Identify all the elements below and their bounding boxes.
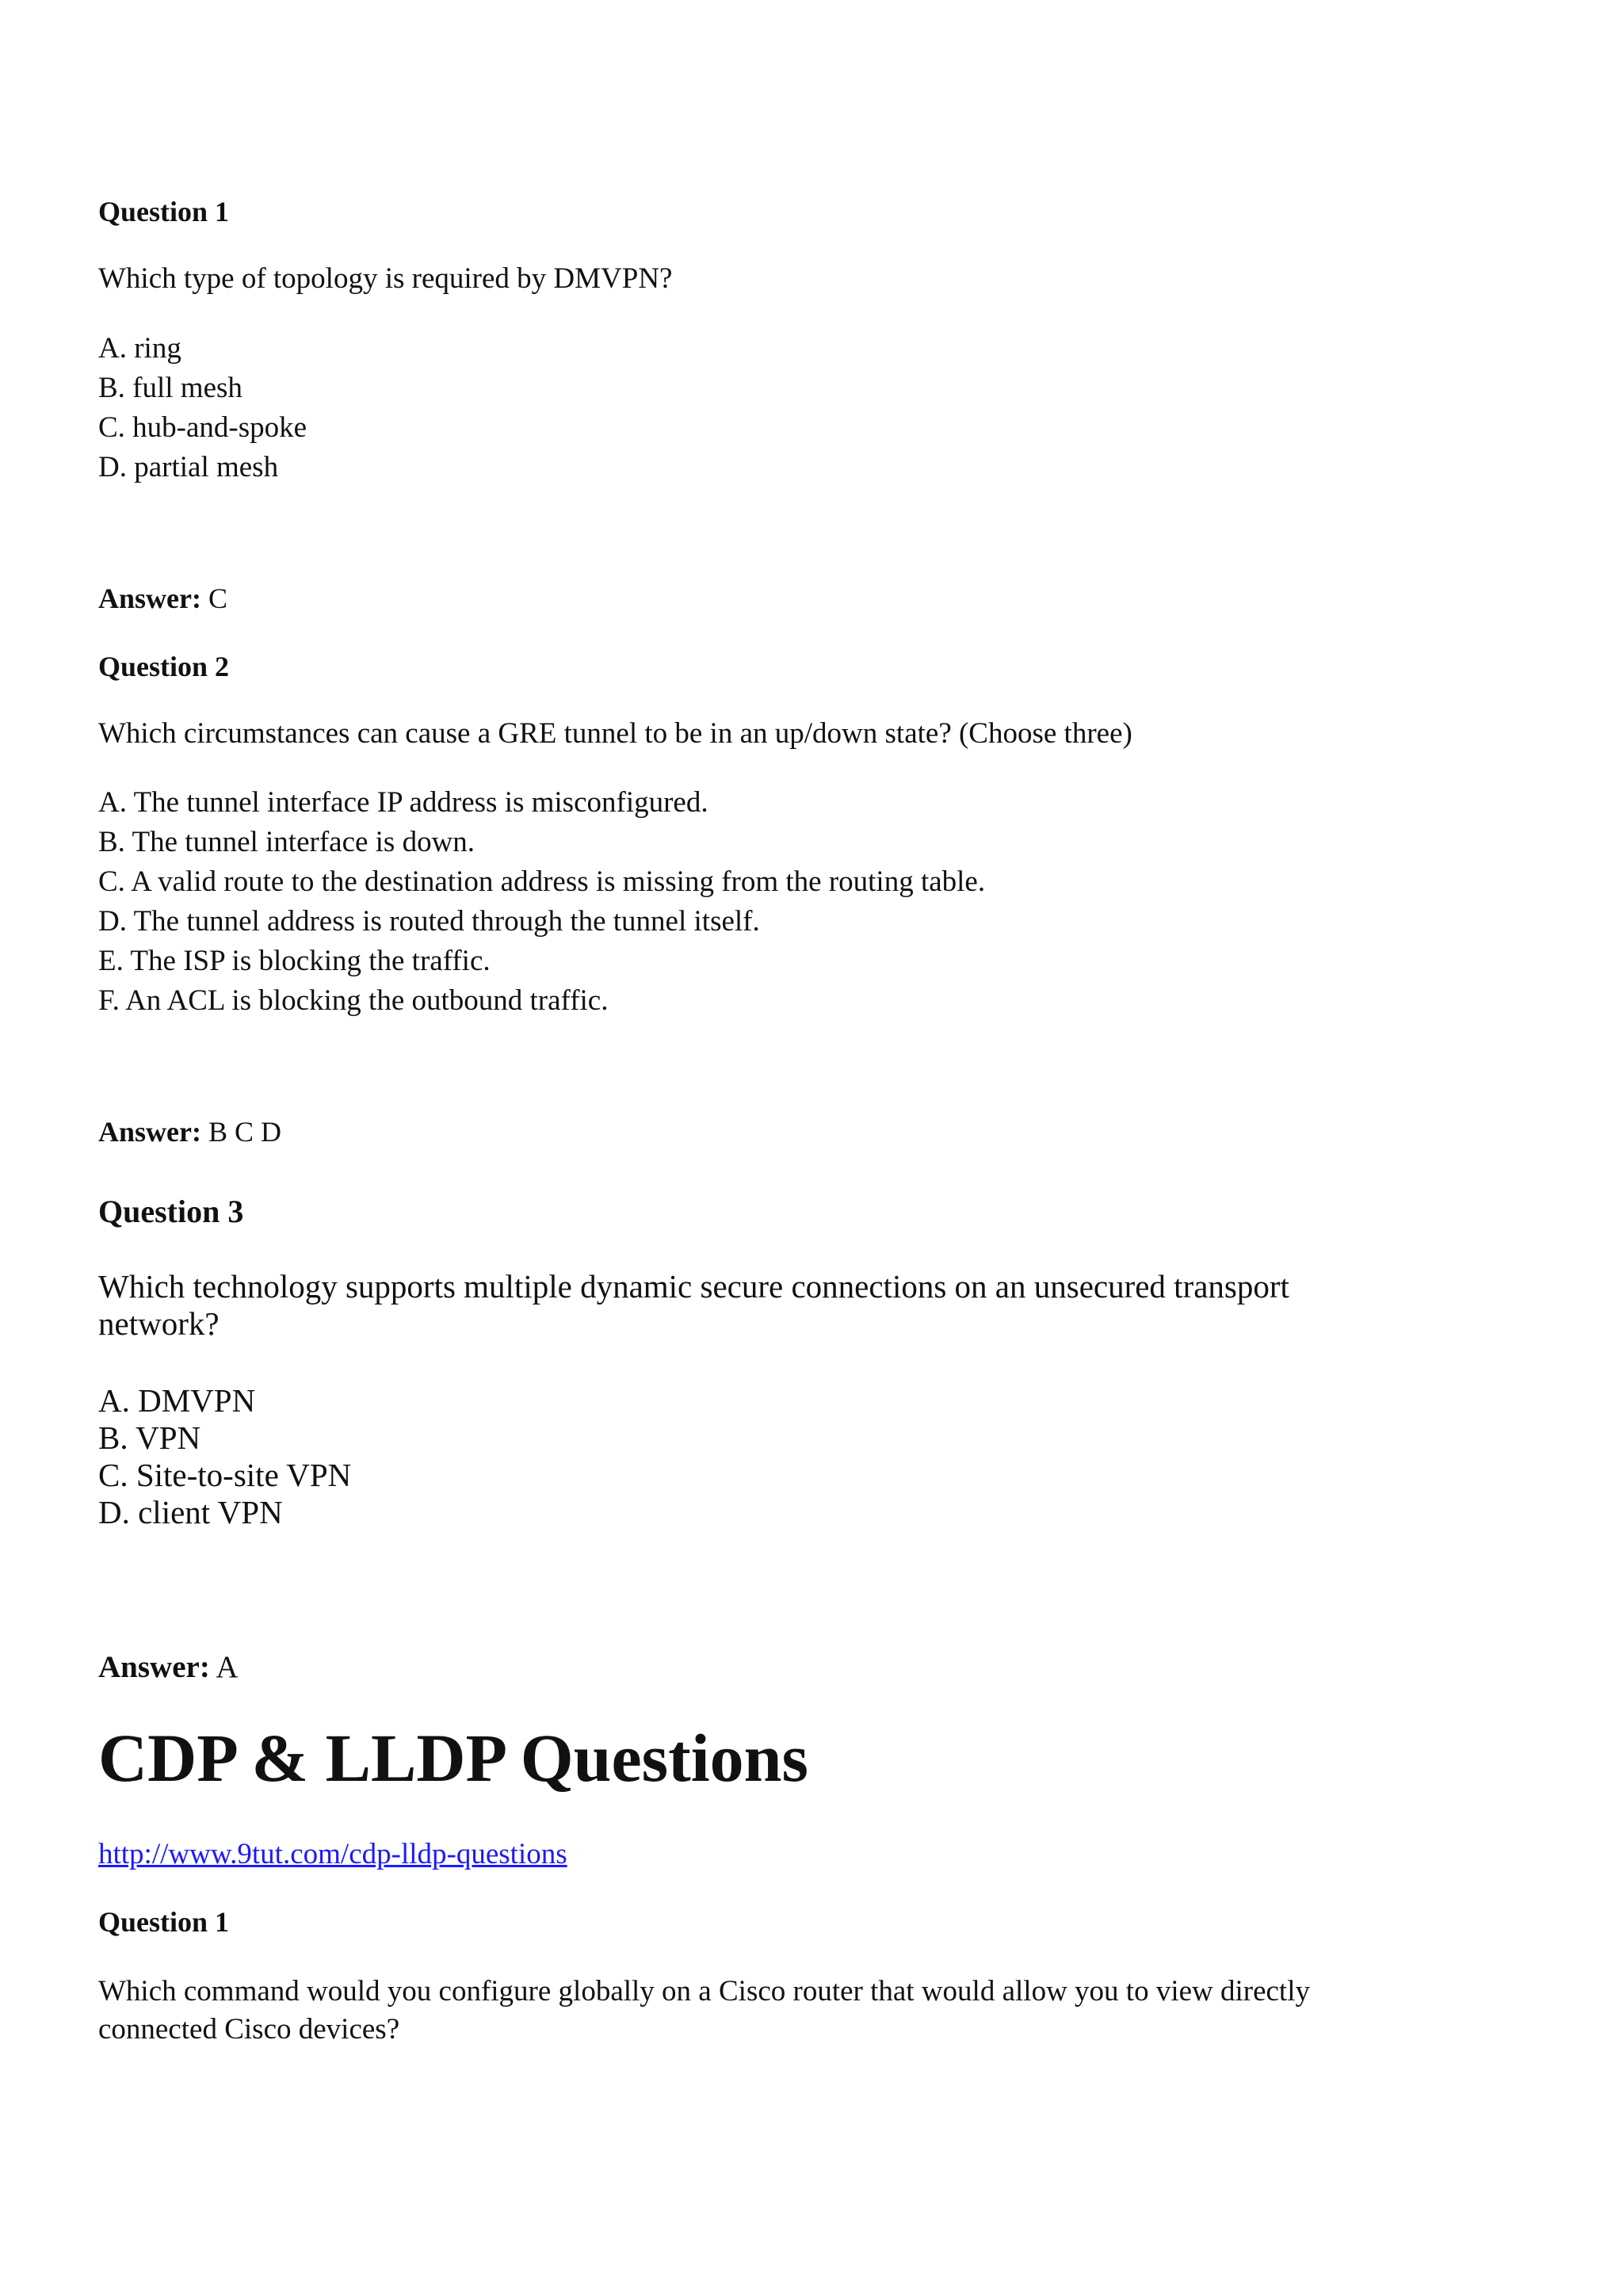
answer-value: C bbox=[208, 583, 227, 614]
question-2-options bbox=[98, 783, 985, 1021]
question-1-options bbox=[98, 329, 307, 487]
option-a: A. ring bbox=[98, 332, 181, 365]
answer-value: A bbox=[216, 1650, 239, 1684]
question-3-stem: Which technology supports multiple dynamic secure connections on an unsecured transport network? bbox=[98, 1268, 1289, 1342]
question-3-answer bbox=[98, 1649, 239, 1685]
question-1-stem: Which type of topology is required by DMVPN? bbox=[98, 262, 673, 295]
answer-value: B C D bbox=[208, 1116, 282, 1148]
section-title: CDP & LLDP Questions bbox=[98, 1720, 808, 1796]
question-2-title: Question 2 bbox=[98, 651, 230, 682]
question-2-answer bbox=[98, 1115, 281, 1148]
option-b: B. VPN bbox=[98, 1419, 201, 1456]
question-3-title: Question 3 bbox=[98, 1194, 244, 1229]
option-b: B. full mesh bbox=[98, 372, 242, 404]
question-1-title: Question 1 bbox=[98, 196, 230, 227]
cdp-question-1-title: Question 1 bbox=[98, 1906, 230, 1938]
answer-label: Answer: bbox=[98, 1116, 201, 1148]
section-link[interactable]: http://www.9tut.com/cdp-lldp-questions bbox=[98, 1838, 567, 1870]
option-d: D. partial mesh bbox=[98, 451, 279, 483]
answer-label: Answer: bbox=[98, 1650, 210, 1684]
option-d: D. client VPN bbox=[98, 1494, 283, 1530]
question-2-stem: Which circumstances can cause a GRE tunnel to be in an up/down state? (Choose three) bbox=[98, 717, 1132, 750]
option-c: C. Site-to-site VPN bbox=[98, 1457, 352, 1493]
cdp-question-1-stem: Which command would you configure globally on a Cisco router that would allow you to view directly connected Cisco devices? bbox=[98, 1975, 1310, 2046]
option-a: A. DMVPN bbox=[98, 1382, 256, 1419]
option-b: B. The tunnel interface is down. bbox=[98, 826, 475, 858]
option-a: A. The tunnel interface IP address is misconfigured. bbox=[98, 786, 708, 819]
option-c: C. hub-and-spoke bbox=[98, 411, 307, 444]
option-d: D. The tunnel address is routed through the tunnel itself. bbox=[98, 905, 760, 938]
option-e: E. The ISP is blocking the traffic. bbox=[98, 945, 491, 977]
question-1-answer bbox=[98, 582, 227, 615]
option-f: F. An ACL is blocking the outbound traffic. bbox=[98, 984, 609, 1017]
answer-label: Answer: bbox=[98, 583, 201, 614]
question-3-options bbox=[98, 1382, 351, 1531]
option-c: C. A valid route to the destination address is missing from the routing table. bbox=[98, 865, 986, 898]
